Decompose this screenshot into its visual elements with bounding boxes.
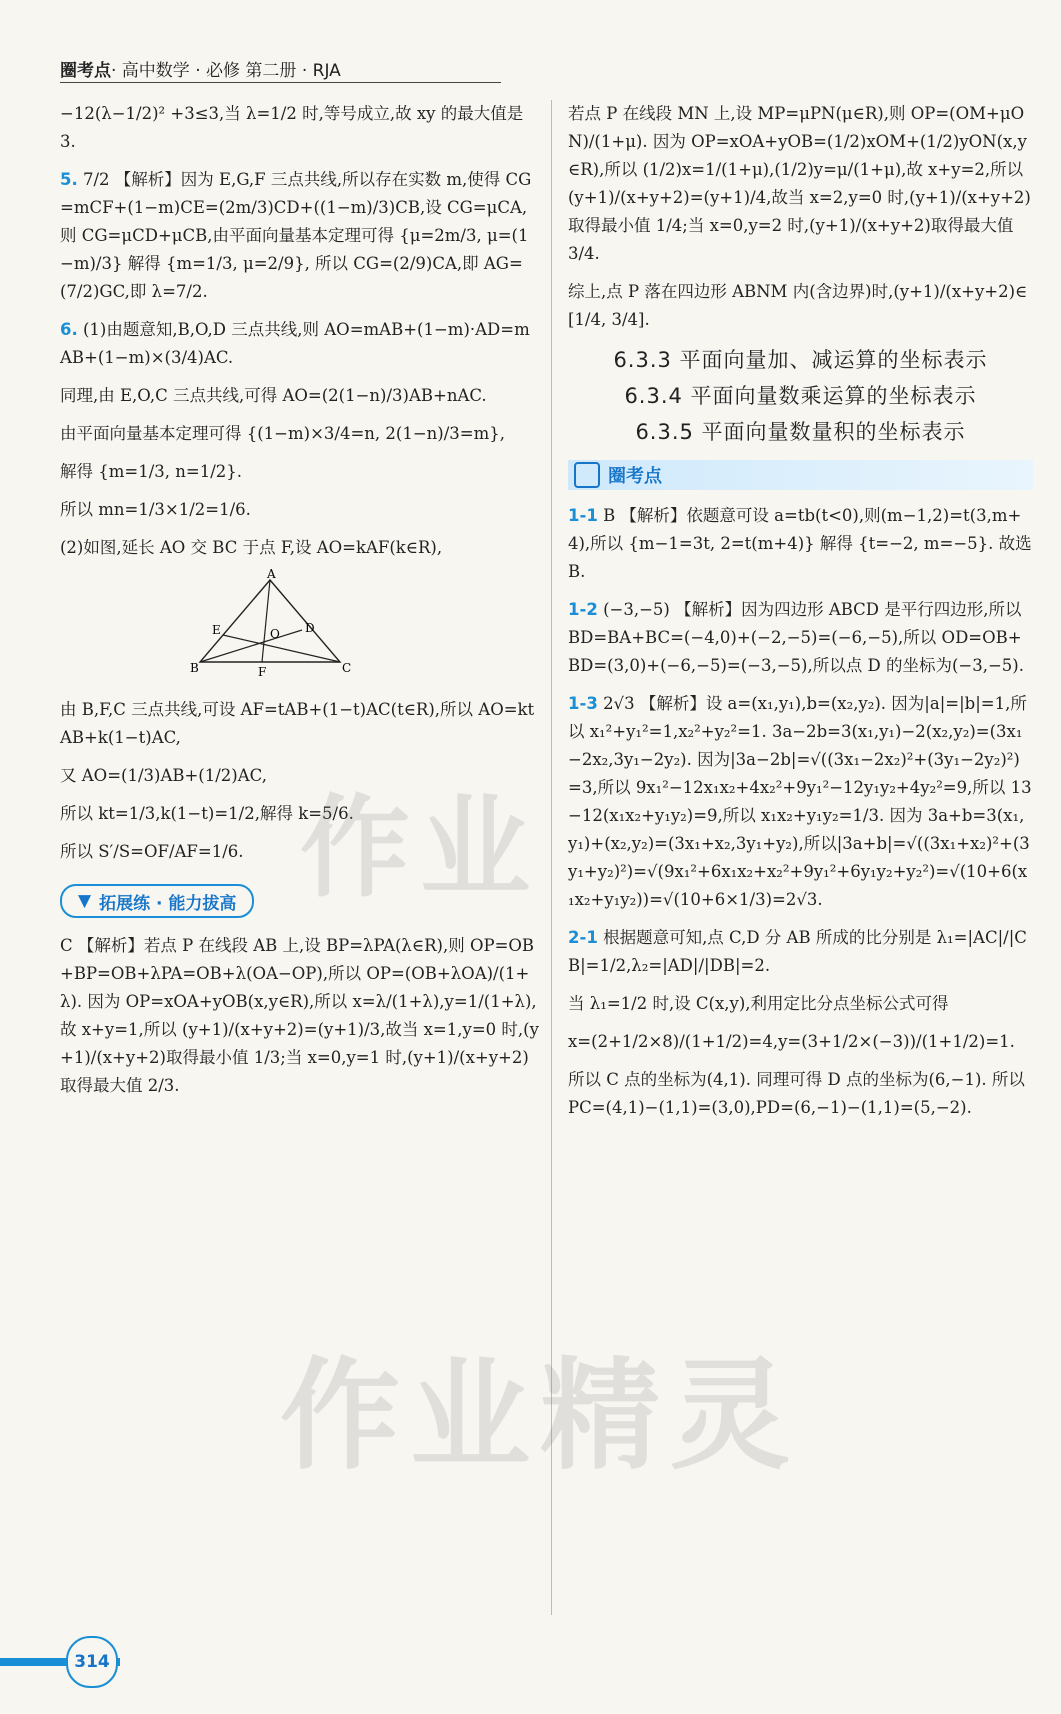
answer-line: 解得 {m=1/3, n=1/2}. — [60, 462, 243, 481]
triangle-figure — [190, 567, 352, 682]
label-c: C — [342, 661, 352, 675]
answer-line: 又 AO=(1/3)AB+(1/2)AC, — [60, 766, 267, 785]
answer-text: (1)由题意知,B,O,D 三点共线,则 AO=mAB+(1−m)·AD=mAB+(1−m)×(3/4)AC. — [60, 320, 530, 367]
answer-line: 综上,点 P 落在四边形 ABNM 内(含边界)时,(y+1)/(x+y+2)∈[1/4, 3/4]. — [568, 282, 1028, 329]
answer-6 — [60, 316, 540, 372]
answer-line: −12(λ−1/2)² +3≤3,当 λ=1/2 时,等号成立,故 xy 的最大值是 3. — [60, 104, 529, 151]
section-title-6-3-5: 6.3.5 平面向量数量积的坐标表示 — [635, 420, 966, 444]
watermark-top: 作业 — [300, 784, 540, 912]
answer-line: 当 λ₁=1/2 时,设 C(x,y),利用定比分点坐标公式可得 — [568, 994, 949, 1013]
question-number: 1-2 — [568, 600, 598, 619]
answer-line: 若点 P 在线段 MN 上,设 MP=μPN(μ∈R),则 OP=(OM+μON)/(1+μ). 因为 OP=xOA+yOB=(1/2)xOM+(1/2)yON(x,y∈R),所以 (1/2)x=1/(1+μ),(1/2)y=μ/(1+μ),故 x+y=2,所以 (y+1)/(x+y+2)=(y+1)/4,故当 x=2,y=0 时,(y+1)/(x+y+2)取得最小值 1/4;当 x=0,y=2 时,(y+1)/(x+y+2)取得最大值 3/4. — [568, 104, 1031, 263]
answer-line: C 【解析】若点 P 在线段 AB 上,设 BP=λPA(λ∈R),则 OP=OB+BP=OB+λPA=OB+λ(OA−OP),所以 OP=(OB+λOA)/(1+λ). 因为 OP=xOA+yOB(x,y∈R),所以 x=λ/(1+λ),y=1/(1+λ),故 x+y=1,所以 (y+1)/(x+y+2)=(y+1)/3,故当 x=1,y=0 时,(y+1)/(x+y+2)取得最小值 1/3;当 x=0,y=1 时,(y+1)/(x+y+2)取得最大值 2/3. — [60, 936, 539, 1095]
answer-line: 所以 S′/S=OF/AF=1/6. — [60, 842, 244, 861]
chevron-down-icon: ▼ — [78, 891, 92, 911]
answer-text: 7/2 【解析】因为 E,G,F 三点共线,所以存在实数 m,使得 CG=mCF+(1−m)CE=(2m/3)CD+((1−m)/3)CB,设 CG=μCA,则 CG=μCD+μCB,由平面向量基本定理可得 {μ=2m/3, μ=(1−m)/3} 解得 {m=1/3, μ=2/9}, 所以 CG=(2/9)CA,即 AG=(7/2)GC,即 λ=7/2. — [60, 170, 532, 301]
watermark-bottom: 作业精灵 — [280, 1347, 800, 1486]
answer-2-1 — [568, 924, 1033, 980]
section-title-6-3-3: 6.3.3 平面向量加、减运算的坐标表示 — [613, 348, 988, 372]
answer-1-3 — [568, 690, 1033, 914]
banner-label: 圈考点 — [608, 466, 662, 487]
answer-line: 同理,由 E,O,C 三点共线,可得 AO=(2(1−n)/3)AB+nAC. — [60, 386, 487, 405]
page-number: 314 — [66, 1636, 118, 1688]
label-d: D — [305, 621, 315, 635]
question-number: 2-1 — [568, 928, 598, 947]
answer-1-2 — [568, 596, 1033, 680]
header-rule — [60, 82, 501, 83]
header-text: · 高中数学 · 必修 第二册 · RJA — [111, 61, 341, 81]
column-divider — [551, 100, 552, 1615]
answer-line: 所以 mn=1/3×1/2=1/6. — [60, 500, 251, 519]
label-o: O — [270, 627, 280, 641]
right-column — [568, 100, 1037, 1132]
answer-line: 所以 C 点的坐标为(4,1). 同理可得 D 点的坐标为(6,−1). 所以 PC=(4,1)−(1,1)=(3,0),PD=(6,−1)−(1,1)=(5,−2). — [568, 1070, 1031, 1117]
answer-5 — [60, 166, 540, 306]
label-a: A — [267, 567, 276, 581]
answer-text: B 【解析】依题意可设 a=tb(t<0),则(m−1,2)=t(3,m+4),所以 {m−1=3t, 2=t(m+4)} 解得 {t=−2, m=−5}. 故选 B. — [568, 506, 1037, 581]
question-number: 5. — [60, 170, 78, 189]
label-b: B — [190, 661, 199, 675]
question-number: 6. — [60, 320, 78, 339]
pill-label: 拓展练 · 能力拔高 — [99, 893, 237, 914]
answer-line: (2)如图,延长 AO 交 BC 于点 F,设 AO=kAF(k∈R), — [60, 538, 443, 557]
key-points-banner — [568, 460, 1033, 490]
question-number: 1-3 — [568, 694, 598, 713]
answer-text: (−3,−5) 【解析】因为四边形 ABCD 是平行四边形,所以 BD=BA+BC=(−4,0)+(−2,−5)=(−6,−5),所以 OD=OB+BD=(3,0)+(−6,−5)=(−3,−5),所以点 D 的坐标为(−3,−5). — [568, 600, 1027, 675]
label-e: E — [212, 623, 221, 637]
answer-line: x=(2+1/2×8)/(1+1/2)=4,y=(3+1/2×(−3))/(1+1/2)=1. — [568, 1032, 1015, 1051]
answer-line: 由 B,F,C 三点共线,可设 AF=tAB+(1−t)AC(t∈R),所以 AO=ktAB+k(1−t)AC, — [60, 700, 535, 747]
book-icon — [574, 462, 600, 488]
answer-line: 所以 kt=1/3,k(1−t)=1/2,解得 k=5/6. — [60, 804, 354, 823]
answer-line: 由平面向量基本定理可得 {(1−m)×3/4=n, 2(1−n)/3=m}, — [60, 424, 506, 443]
answer-1-1 — [568, 502, 1037, 586]
answer-text: 2√3 【解析】设 a=(x₁,y₁),b=(x₂,y₂). 因为|a|=|b|=1,所以 x₁²+y₁²=1,x₂²+y₂²=1. 3a−2b=3(x₁,y₁)−2(x₂,y₂)=(3x₁−2x₂,3y₁−2y₂). 因为|3a−2b|=√((3x₁−2x₂)²+(3y₁−2y₂)²)=3,所以 9x₁²−12x₁x₂+4x₂²+9y₁²−12y₁y₂+4y₂²=9,所以 13−12(x₁x₂+y₁y₂)=9,所以 x₁x₂+y₁y₂=1/3. 因为 3a+b=3(x₁,y₁)+(x₂,y₂)=(3x₁+x₂,3y₁+y₂),所以|3a+b|=√((3x₁+x₂)²+(3y₁+y₂)²)=√(9x₁²+6x₁x₂+x₂²+9y₁²+6y₁y₂+y₂²)=√(10+6(x₁x₂+y₁y₂))=√(10+6×1/3)=2√3. — [568, 694, 1032, 909]
extension-practice-badge — [60, 884, 254, 918]
left-column — [60, 100, 540, 1110]
label-f: F — [258, 665, 267, 679]
section-title-6-3-4: 6.3.4 平面向量数乘运算的坐标表示 — [624, 384, 977, 408]
brand-name: 圈考点 — [60, 61, 111, 81]
question-number: 1-1 — [568, 506, 598, 525]
answer-text: 根据题意可知,点 C,D 分 AB 所成的比分别是 λ₁=|AC|/|CB|=1/2,λ₂=|AD|/|DB|=2. — [568, 928, 1027, 975]
